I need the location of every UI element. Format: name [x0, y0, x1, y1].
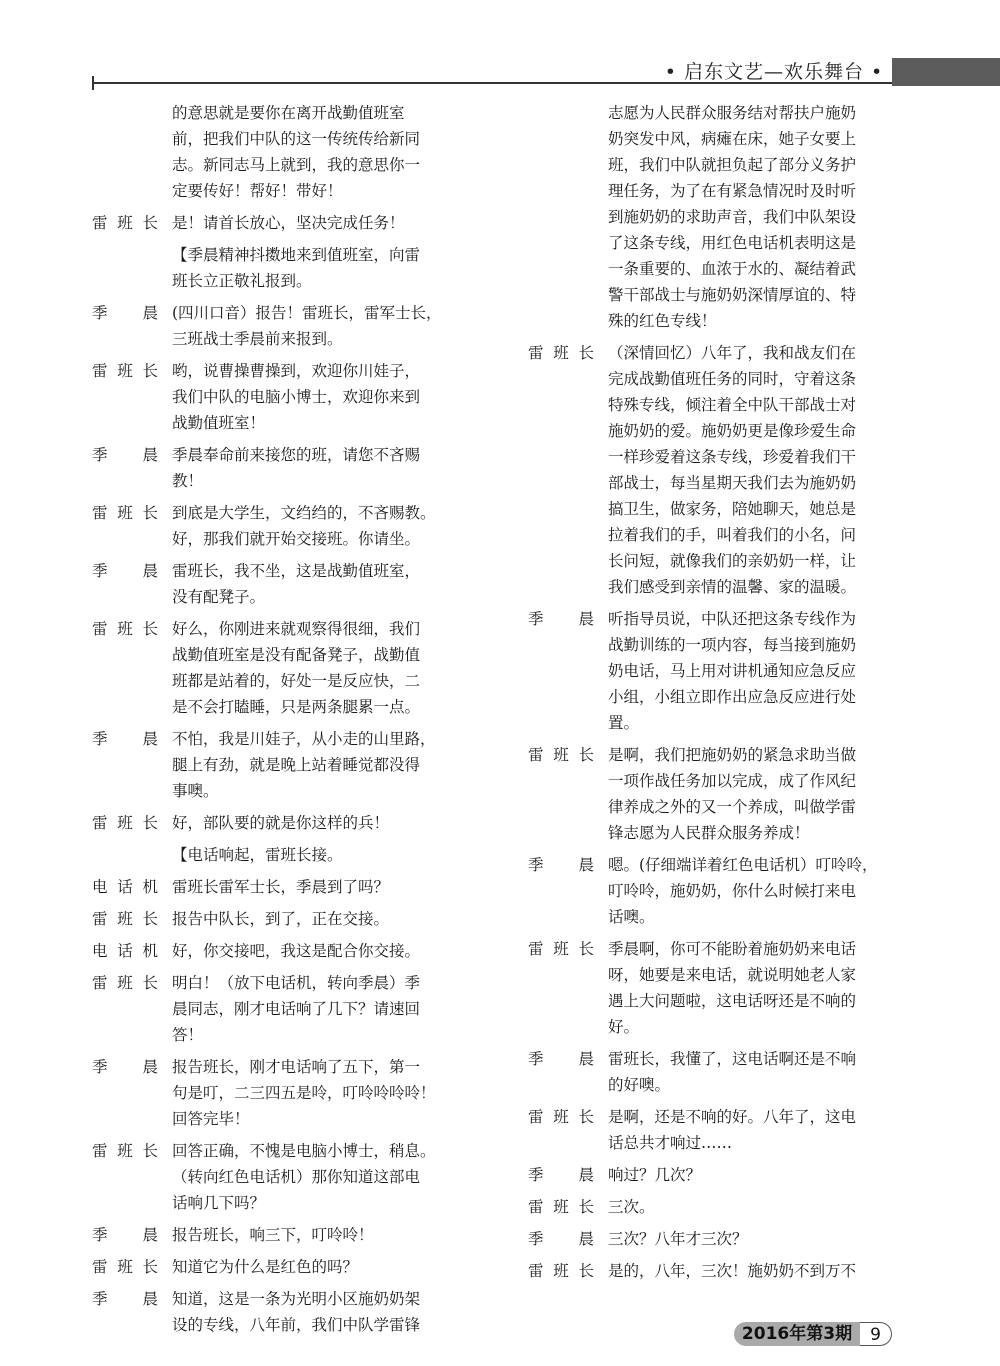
- dialogue-line: [528, 1226, 908, 1252]
- dialogue-line: [92, 778, 472, 804]
- dialogue-line: [92, 1022, 472, 1048]
- dialogue-text: 遇上大问题啦，这电话呀还是不响的: [608, 992, 857, 1010]
- dialogue-text: 事噢。: [172, 782, 219, 800]
- dialogue-text: 没有配凳子。: [172, 588, 266, 606]
- dialogue-line: [528, 308, 908, 334]
- dialogue-text: 是啊，我们把施奶奶的紧急求助当做: [608, 746, 857, 764]
- dialogue-text: 班，我们中队就担负起了部分义务护: [608, 156, 857, 174]
- speaker-name: 雷班长: [92, 504, 158, 522]
- dialogue-line: [92, 242, 472, 268]
- dialogue-line: [528, 282, 908, 308]
- dialogue-line: [92, 726, 472, 752]
- dialogue-line: [528, 152, 908, 178]
- dialogue-text: 是！请首长放心，坚决完成任务！: [172, 214, 405, 232]
- left-column: [92, 100, 472, 1338]
- dialogue-line: [92, 468, 472, 494]
- dialogue-text: 锋志愿为人民群众服务养成！: [608, 824, 810, 842]
- speaker-name: 季晨: [528, 1230, 594, 1248]
- dialogue-text: 听指导员说，中队还把这条专线作为: [608, 610, 857, 628]
- dialogue-text: 一条重要的、血浓于水的、凝结着武: [608, 260, 857, 278]
- speaker-name: 季晨: [92, 1226, 158, 1244]
- dialogue-text: 答！: [172, 1026, 204, 1044]
- speaker-name: 雷班长: [92, 620, 158, 638]
- dialogue-line: [92, 616, 472, 642]
- dialogue-line: [92, 842, 472, 868]
- dialogue-line: [92, 668, 472, 694]
- dialogue-line: [92, 1312, 472, 1338]
- right-column: [528, 100, 908, 1284]
- dialogue-text: 不怕，我是川娃子，从小走的山里路，: [172, 730, 436, 748]
- dialogue-text: 我们感受到亲情的温馨、家的温暖。: [608, 578, 857, 596]
- dialogue-line: [528, 1258, 908, 1284]
- dialogue-line: [528, 710, 908, 736]
- dialogue-line: [92, 1286, 472, 1312]
- dialogue-text: 知道，这是一条为光明小区施奶奶架: [172, 1290, 421, 1308]
- dialogue-line: [528, 230, 908, 256]
- dialogue-text: 战勤值班室！: [172, 414, 266, 432]
- dialogue-text: 季晨奉命前来接您的班，请您不吝赐: [172, 446, 421, 464]
- dialogue-line: [92, 558, 472, 584]
- dialogue-line: [528, 936, 908, 962]
- dialogue-line: [92, 642, 472, 668]
- dialogue-text: 长问短，就像我们的亲奶奶一样，让: [608, 552, 857, 570]
- dialogue-text: 好，部队要的就是你这样的兵！: [172, 814, 390, 832]
- dialogue-text: 了这条专线，用红色电话机表明这是: [608, 234, 857, 252]
- dialogue-text: 腿上有劲，就是晚上站着睡觉都没得: [172, 756, 421, 774]
- dialogue-text: 三次。: [608, 1198, 655, 1216]
- dialogue-line: [528, 684, 908, 710]
- dialogue-line: [92, 1138, 472, 1164]
- dialogue-text: 话噢。: [608, 908, 655, 926]
- speaker-name: 季晨: [92, 1058, 158, 1076]
- dialogue-line: [92, 410, 472, 436]
- dialogue-line: [528, 632, 908, 658]
- dialogue-line: [92, 996, 472, 1022]
- dialogue-text: 拉着我们的手，叫着我们的小名，问: [608, 526, 857, 544]
- speaker-name: 雷班长: [92, 1142, 158, 1160]
- speaker-name: 季晨: [528, 1050, 594, 1068]
- dialogue-line: [92, 210, 472, 236]
- dialogue-text: 报告班长，刚才电话响了五下，第一: [172, 1058, 421, 1076]
- dialogue-text: 奶电话，马上用对讲机通知应急反应: [608, 662, 857, 680]
- dialogue-text: 战勤值班室是没有配备凳子，战勤值: [172, 646, 421, 664]
- dialogue-text: 班长立正敬礼报到。: [172, 272, 312, 290]
- dialogue-line: [92, 970, 472, 996]
- dialogue-line: [92, 584, 472, 610]
- speaker-name: 雷班长: [528, 1262, 594, 1280]
- speaker-name: 季晨: [528, 610, 594, 628]
- dialogue-text: 前，把我们中队的这一传统传给新同: [172, 130, 421, 148]
- dialogue-line: [528, 962, 908, 988]
- dialogue-text: 呀，她要是来电话，就说明她老人家: [608, 966, 857, 984]
- dialogue-text: 部战士，每当星期天我们去为施奶奶: [608, 474, 857, 492]
- dialogue-line: [528, 444, 908, 470]
- speaker-name: 雷班长: [528, 1108, 594, 1126]
- dialogue-line: [92, 1254, 472, 1280]
- dialogue-text: 三次？八年才三次？: [608, 1230, 748, 1248]
- speaker-name: 雷班长: [92, 1258, 158, 1276]
- dialogue-line: [528, 1130, 908, 1156]
- dialogue-text: 志愿为人民群众服务结对帮扶户施奶: [608, 104, 857, 122]
- dialogue-text: 一项作战任务加以完成，成了作风纪: [608, 772, 857, 790]
- dialogue-text: 【电话响起，雷班长接。: [172, 846, 343, 864]
- dialogue-line: [528, 418, 908, 444]
- dialogue-text: 话总共才响过……: [608, 1134, 733, 1152]
- speaker-name: 季晨: [92, 446, 158, 464]
- dialogue-line: [92, 1222, 472, 1248]
- dialogue-text: 好。: [608, 1018, 640, 1036]
- dialogue-text: 三班战士季晨前来报到。: [172, 330, 343, 348]
- speaker-name: 电话机: [92, 878, 158, 896]
- dialogue-line: [528, 988, 908, 1014]
- dialogue-text: 回答正确，不愧是电脑小博士，稍息。: [172, 1142, 436, 1160]
- dialogue-line: [92, 326, 472, 352]
- dialogue-text: （转向红色电话机）那你知道这部电: [172, 1168, 421, 1186]
- dialogue-line: [528, 204, 908, 230]
- dialogue-line: [92, 1106, 472, 1132]
- dialogue-text: 设的专线，八年前，我们中队学雷锋: [172, 1316, 421, 1334]
- dialogue-text: 明白！（放下电话机，转向季晨）季: [172, 974, 421, 992]
- dialogue-line: [528, 794, 908, 820]
- dialogue-text: 季晨啊，你可不能盼着施奶奶来电话: [608, 940, 857, 958]
- dialogue-line: [528, 658, 908, 684]
- speaker-name: 季晨: [528, 856, 594, 874]
- dialogue-text: 晨同志，刚才电话响了几下？请速回: [172, 1000, 421, 1018]
- dialogue-text: 小组，小组立即作出应急反应进行处: [608, 688, 857, 706]
- dialogue-line: [528, 100, 908, 126]
- dialogue-line: [92, 752, 472, 778]
- dialogue-line: [528, 1194, 908, 1220]
- speaker-name: 雷班长: [528, 940, 594, 958]
- dialogue-text: 响过？几次？: [608, 1166, 702, 1184]
- dialogue-line: [528, 1046, 908, 1072]
- dialogue-text: 是啊，还是不响的好。八年了，这电: [608, 1108, 857, 1126]
- dialogue-text: 哟，说曹操曹操到，欢迎你川娃子，: [172, 362, 421, 380]
- dialogue-text: 到底是大学生，文绉绉的，不吝赐教。: [172, 504, 436, 522]
- speaker-name: 电话机: [92, 942, 158, 960]
- dialogue-text: （深情回忆）八年了，我和战友们在: [608, 344, 857, 362]
- dialogue-text: 一样珍爱着这条专线，珍爱着我们干: [608, 448, 857, 466]
- dialogue-line: [92, 526, 472, 552]
- dialogue-line: [92, 1054, 472, 1080]
- dialogue-text: 的好噢。: [608, 1076, 671, 1094]
- dialogue-line: [528, 366, 908, 392]
- dialogue-text: 好么，你刚进来就观察得很细，我们: [172, 620, 421, 638]
- dialogue-line: [92, 300, 472, 326]
- speaker-name: 季晨: [92, 304, 158, 322]
- dialogue-text: 教！: [172, 472, 204, 490]
- dialogue-line: [528, 820, 908, 846]
- dialogue-text: 叮呤呤，施奶奶，你什么时候打来电: [608, 882, 857, 900]
- dialogue-text: 好，那我们就开始交接班。你请坐。: [172, 530, 421, 548]
- dialogue-line: [528, 574, 908, 600]
- dialogue-line: [92, 152, 472, 178]
- dialogue-text: 完成战勤值班任务的同时，守着这条: [608, 370, 857, 388]
- dialogue-line: [528, 1014, 908, 1040]
- dialogue-text: 的意思就是要你在离开战勤值班室: [172, 104, 405, 122]
- dialogue-line: [528, 904, 908, 930]
- dialogue-line: [528, 522, 908, 548]
- dialogue-line: [528, 606, 908, 632]
- dialogue-text: 定要传好！帮好！带好！: [172, 182, 343, 200]
- dialogue-line: [528, 496, 908, 522]
- dialogue-line: [92, 500, 472, 526]
- dialogue-line: [92, 384, 472, 410]
- dialogue-text: (四川口音）报告！雷班长，雷军士长，: [172, 304, 442, 322]
- speaker-name: 季晨: [92, 1290, 158, 1308]
- dialogue-line: [528, 178, 908, 204]
- dialogue-text: 知道它为什么是红色的吗？: [172, 1258, 359, 1276]
- dialogue-text: 回答完毕！: [172, 1110, 250, 1128]
- page-number: 9: [860, 1322, 892, 1346]
- dialogue-line: [528, 256, 908, 282]
- speaker-name: 雷班长: [528, 746, 594, 764]
- dialogue-line: [92, 358, 472, 384]
- speaker-name: 雷班长: [528, 344, 594, 362]
- dialogue-line: [92, 178, 472, 204]
- dialogue-line: [92, 442, 472, 468]
- dialogue-text: 雷班长，我懂了，这电话啊还是不响: [608, 1050, 857, 1068]
- speaker-name: 季晨: [528, 1166, 594, 1184]
- dialogue-text: 报告中队长，到了，正在交接。: [172, 910, 390, 928]
- dialogue-line: [92, 1190, 472, 1216]
- speaker-name: 雷班长: [528, 1198, 594, 1216]
- dialogue-line: [92, 874, 472, 900]
- dialogue-line: [92, 1080, 472, 1106]
- dialogue-line: [528, 742, 908, 768]
- dialogue-text: 到施奶奶的求助声音，我们中队架设: [608, 208, 857, 226]
- dialogue-line: [528, 340, 908, 366]
- dialogue-text: 置。: [608, 714, 640, 732]
- dialogue-line: [528, 1104, 908, 1130]
- dialogue-text: 殊的红色专线！: [608, 312, 717, 330]
- dialogue-text: 志。新同志马上就到，我的意思你一: [172, 156, 421, 174]
- dialogue-line: [528, 878, 908, 904]
- dialogue-text: 奶突发中风，病瘫在床，她子女要上: [608, 130, 857, 148]
- dialogue-text: 警干部战士与施奶奶深情厚谊的、特: [608, 286, 857, 304]
- dialogue-line: [92, 268, 472, 294]
- dialogue-text: 【季晨精神抖擞地来到值班室，向雷: [172, 246, 421, 264]
- dialogue-line: [92, 126, 472, 152]
- dialogue-text: 战勤训练的一项内容，每当接到施奶: [608, 636, 857, 654]
- dialogue-line: [92, 938, 472, 964]
- dialogue-text: 我们中队的电脑小博士，欢迎你来到: [172, 388, 421, 406]
- speaker-name: 季晨: [92, 562, 158, 580]
- dialogue-line: [528, 768, 908, 794]
- dialogue-line: [528, 1162, 908, 1188]
- header-band: [892, 58, 1000, 86]
- dialogue-text: 句是叮，二三四五是呤，叮呤呤呤呤！: [172, 1084, 436, 1102]
- dialogue-text: 搞卫生，做家务，陪她聊天，她总是: [608, 500, 857, 518]
- dialogue-text: 雷班长，我不坐，这是战勤值班室，: [172, 562, 421, 580]
- dialogue-line: [92, 1164, 472, 1190]
- dialogue-text: 是不会打瞌睡，只是两条腿累一点。: [172, 698, 421, 716]
- dialogue-line: [528, 392, 908, 418]
- dialogue-text: 理任务，为了在有紧急情况时及时听: [608, 182, 857, 200]
- dialogue-line: [92, 694, 472, 720]
- dialogue-line: [92, 810, 472, 836]
- speaker-name: 季晨: [92, 730, 158, 748]
- dialogue-text: 班都是站着的，好处一是反应快，二: [172, 672, 421, 690]
- speaker-name: 雷班长: [92, 362, 158, 380]
- dialogue-text: 好，你交接吧，我这是配合你交接。: [172, 942, 421, 960]
- dialogue-text: 报告班长，响三下，叮呤呤！: [172, 1226, 374, 1244]
- dialogue-line: [528, 470, 908, 496]
- dialogue-line: [92, 906, 472, 932]
- dialogue-text: 雷班长雷军士长，季晨到了吗？: [172, 878, 390, 896]
- speaker-name: 雷班长: [92, 214, 158, 232]
- dialogue-line: [528, 126, 908, 152]
- speaker-name: 雷班长: [92, 814, 158, 832]
- section-title: • 启东文艺—欢乐舞台 •: [664, 61, 884, 83]
- dialogue-text: 施奶奶的爱。施奶奶更是像珍爱生命: [608, 422, 857, 440]
- speaker-name: 雷班长: [92, 974, 158, 992]
- dialogue-line: [528, 1072, 908, 1098]
- dialogue-text: 律养成之外的又一个养成，叫做学雷: [608, 798, 857, 816]
- dialogue-text: 话响几下吗？: [172, 1194, 266, 1212]
- dialogue-line: [92, 100, 472, 126]
- dialogue-text: 是的，八年，三次！施奶奶不到万不: [608, 1262, 857, 1280]
- dialogue-text: 嗯。(仔细端详着红色电话机）叮呤呤，: [608, 856, 878, 874]
- speaker-name: 雷班长: [92, 910, 158, 928]
- dialogue-text: 特殊专线，倾注着全中队干部战士对: [608, 396, 857, 414]
- dialogue-line: [528, 548, 908, 574]
- dialogue-line: [528, 852, 908, 878]
- issue-label: 2016年第3期: [734, 1322, 860, 1346]
